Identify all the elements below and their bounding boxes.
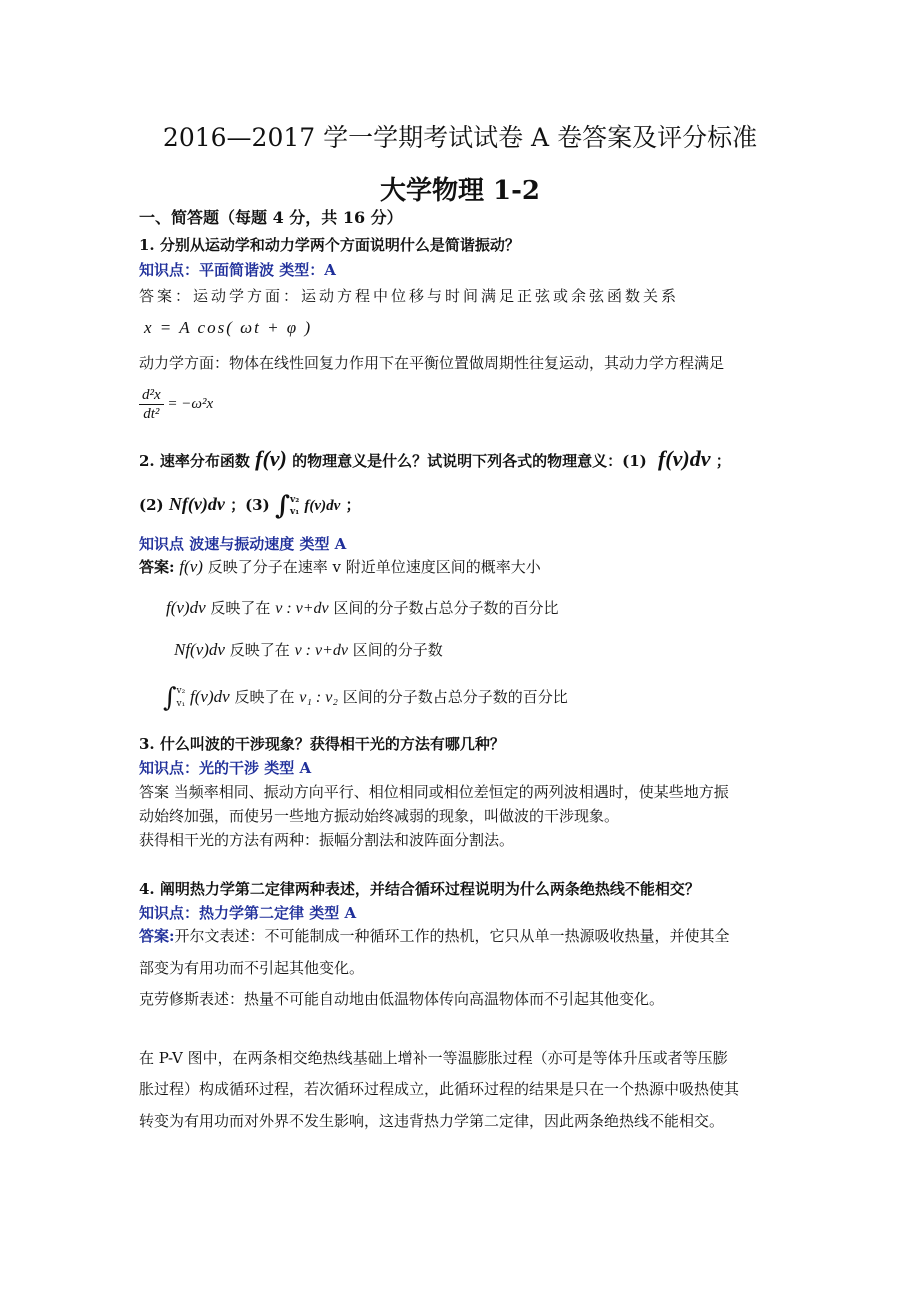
q2-answer-2 [166,597,558,620]
q4-answer-line-2: 部变为有用功而不引起其他变化。 [139,959,365,977]
q1-fraction-rhs: = −ω²x [167,395,214,412]
q4-paragraph-line-2: 胀过程）构成循环过程，若次循环过程成立，此循环过程的结果是只在一个热源中吸热使其 [139,1080,740,1098]
q2-ans3-expr: Nf(v)dv [174,640,225,659]
q4-knowledge-point: 知识点：热力学第二定律 类型 A [139,904,357,922]
q2-text-1: 2. 速率分布函数 [139,452,250,470]
q2-label-2: (2) [139,496,164,514]
q2-ans3-tail: 区间的分子数 [352,641,443,659]
q2-expr-2: Nf(v)dv [168,494,225,514]
q1-answer-line-2: 动力学方面：物体在线性回复力作用下在平衡位置做周期性往复运动，其动力学方程满足 [139,354,725,372]
q2-ans2-range: v : v+dv [275,600,329,617]
q2-integral-limits [290,494,299,518]
q2-ans4-limits [177,685,186,711]
q3-answer-line-3: 获得相干光的方法有两种：振幅分割法和波阵面分割法。 [139,831,515,849]
q2-ans3-text: 反映了在 [229,641,290,659]
q2-expr-1: f(v)dv [657,446,711,471]
document-subtitle: 大学物理 1-2 [379,176,541,206]
q1-answer-line-1: 答案：运动学方面：运动方程中位移与时间满足正弦或余弦函数关系 [139,287,680,305]
q2-ans4-limit-upper: v₂ [176,686,186,696]
q2-limit-upper: v₂ [290,495,300,505]
q4-paragraph-line-3: 转变为有用功而对外界不发生影响，这违背热力学第二定律，因此两条绝热线不能相交。 [139,1112,725,1130]
section-heading: 一、简答题（每题 4 分，共 16 分） [139,208,403,227]
q2-fv: f(v) [255,446,287,471]
q2-ans4-integral-sign: ∫ [163,683,177,713]
q2-ans3-range: v : v+dv [294,642,348,659]
q2-answer-3 [174,639,443,662]
q1-fraction-numerator: d²x [139,386,164,405]
q2-ans4-tail: 区间的分子数占总分子数的百分比 [342,688,568,706]
q2-sep-3: ； [345,496,361,514]
q4-answer-line-3: 克劳修斯表述：热量不可能自动地由低温物体传向高温物体而不引起其他变化。 [139,990,665,1008]
q2-ans2-expr: f(v)dv [166,598,206,617]
q2-ans4-expr: f(v)dv [190,687,230,706]
q2-ans4-range: v₁ : v₂ [299,689,338,706]
document-title: 2016—2017 学一学期考试试卷 A 卷答案及评分标准 [162,123,758,152]
q2-answer-4 [163,680,568,715]
q2-ans4-text: 反映了在 [234,688,295,706]
q1-fraction [139,386,164,423]
q4-answer-line-1 [139,925,730,947]
q4-paragraph-line-1: 在 P-V 图中，在两条相交绝热线基础上增补一等温膨胀过程（亦可是等体升压或者等压膨 [139,1049,728,1067]
q1-fraction-denominator: dt² [143,406,160,422]
q4-answer-line-1-text: 开尔文表述：不可能制成一种循环工作的热机，它只从单一热源吸收热量，并使其全 [174,927,730,945]
q2-knowledge-point: 知识点 波速与振动速度 类型 A [139,535,347,553]
q3-answer-line-2: 动始终加强，而使另一些地方振动始终减弱的现象，叫做波的干涉现象。 [139,807,620,825]
question-1: 1. 分别从运动学和动力学两个方面说明什么是简谐振动？ [139,236,520,254]
q2-expr-3: f(v)dv [304,498,341,514]
q2-sep-2: ；(3) [230,496,270,514]
question-4: 4. 阐明热力学第二定律两种表述，并结合循环过程说明为什么两条绝热线不能相交？ [139,880,700,898]
q2-limit-lower: v₁ [290,507,300,517]
q2-ans1-text: 反映了分子在速率 v 附近单位速度区间的概率大小 [207,558,541,576]
question-3: 3. 什么叫波的干涉现象？获得相干光的方法有哪几种？ [139,735,505,753]
q1-formula-1: x = A cos( ωt + φ ) [144,318,313,337]
q2-ans2-text: 反映了在 [210,599,271,617]
q2-answer-1 [139,556,541,578]
q2-sep-1: ； [715,452,731,470]
q2-integral-sign: ∫ [274,491,291,521]
question-2 [139,444,731,476]
q1-knowledge-point: 知识点：平面简谐波 类型：A [139,261,336,279]
question-2-cont [139,489,360,521]
q1-formula-2 [139,386,213,423]
q2-ans4-limit-lower: v₁ [176,699,186,709]
q2-ans2-tail: 区间的分子数占总分子数的百分比 [333,599,559,617]
q3-answer-line-1: 答案 当频率相同、振动方向平行、相位相同或相位差恒定的两列波相遇时，使某些地方振 [139,783,729,801]
q3-knowledge-point: 知识点：光的干涉 类型 A [139,759,312,777]
q4-answer-label: 答案: [139,927,175,945]
q2-answer-label: 答案: [139,558,175,576]
q2-ans1-expr: f(v) [179,557,203,576]
q2-text-2: 的物理意义是什么？试说明下列各式的物理意义：(1) [292,452,647,470]
